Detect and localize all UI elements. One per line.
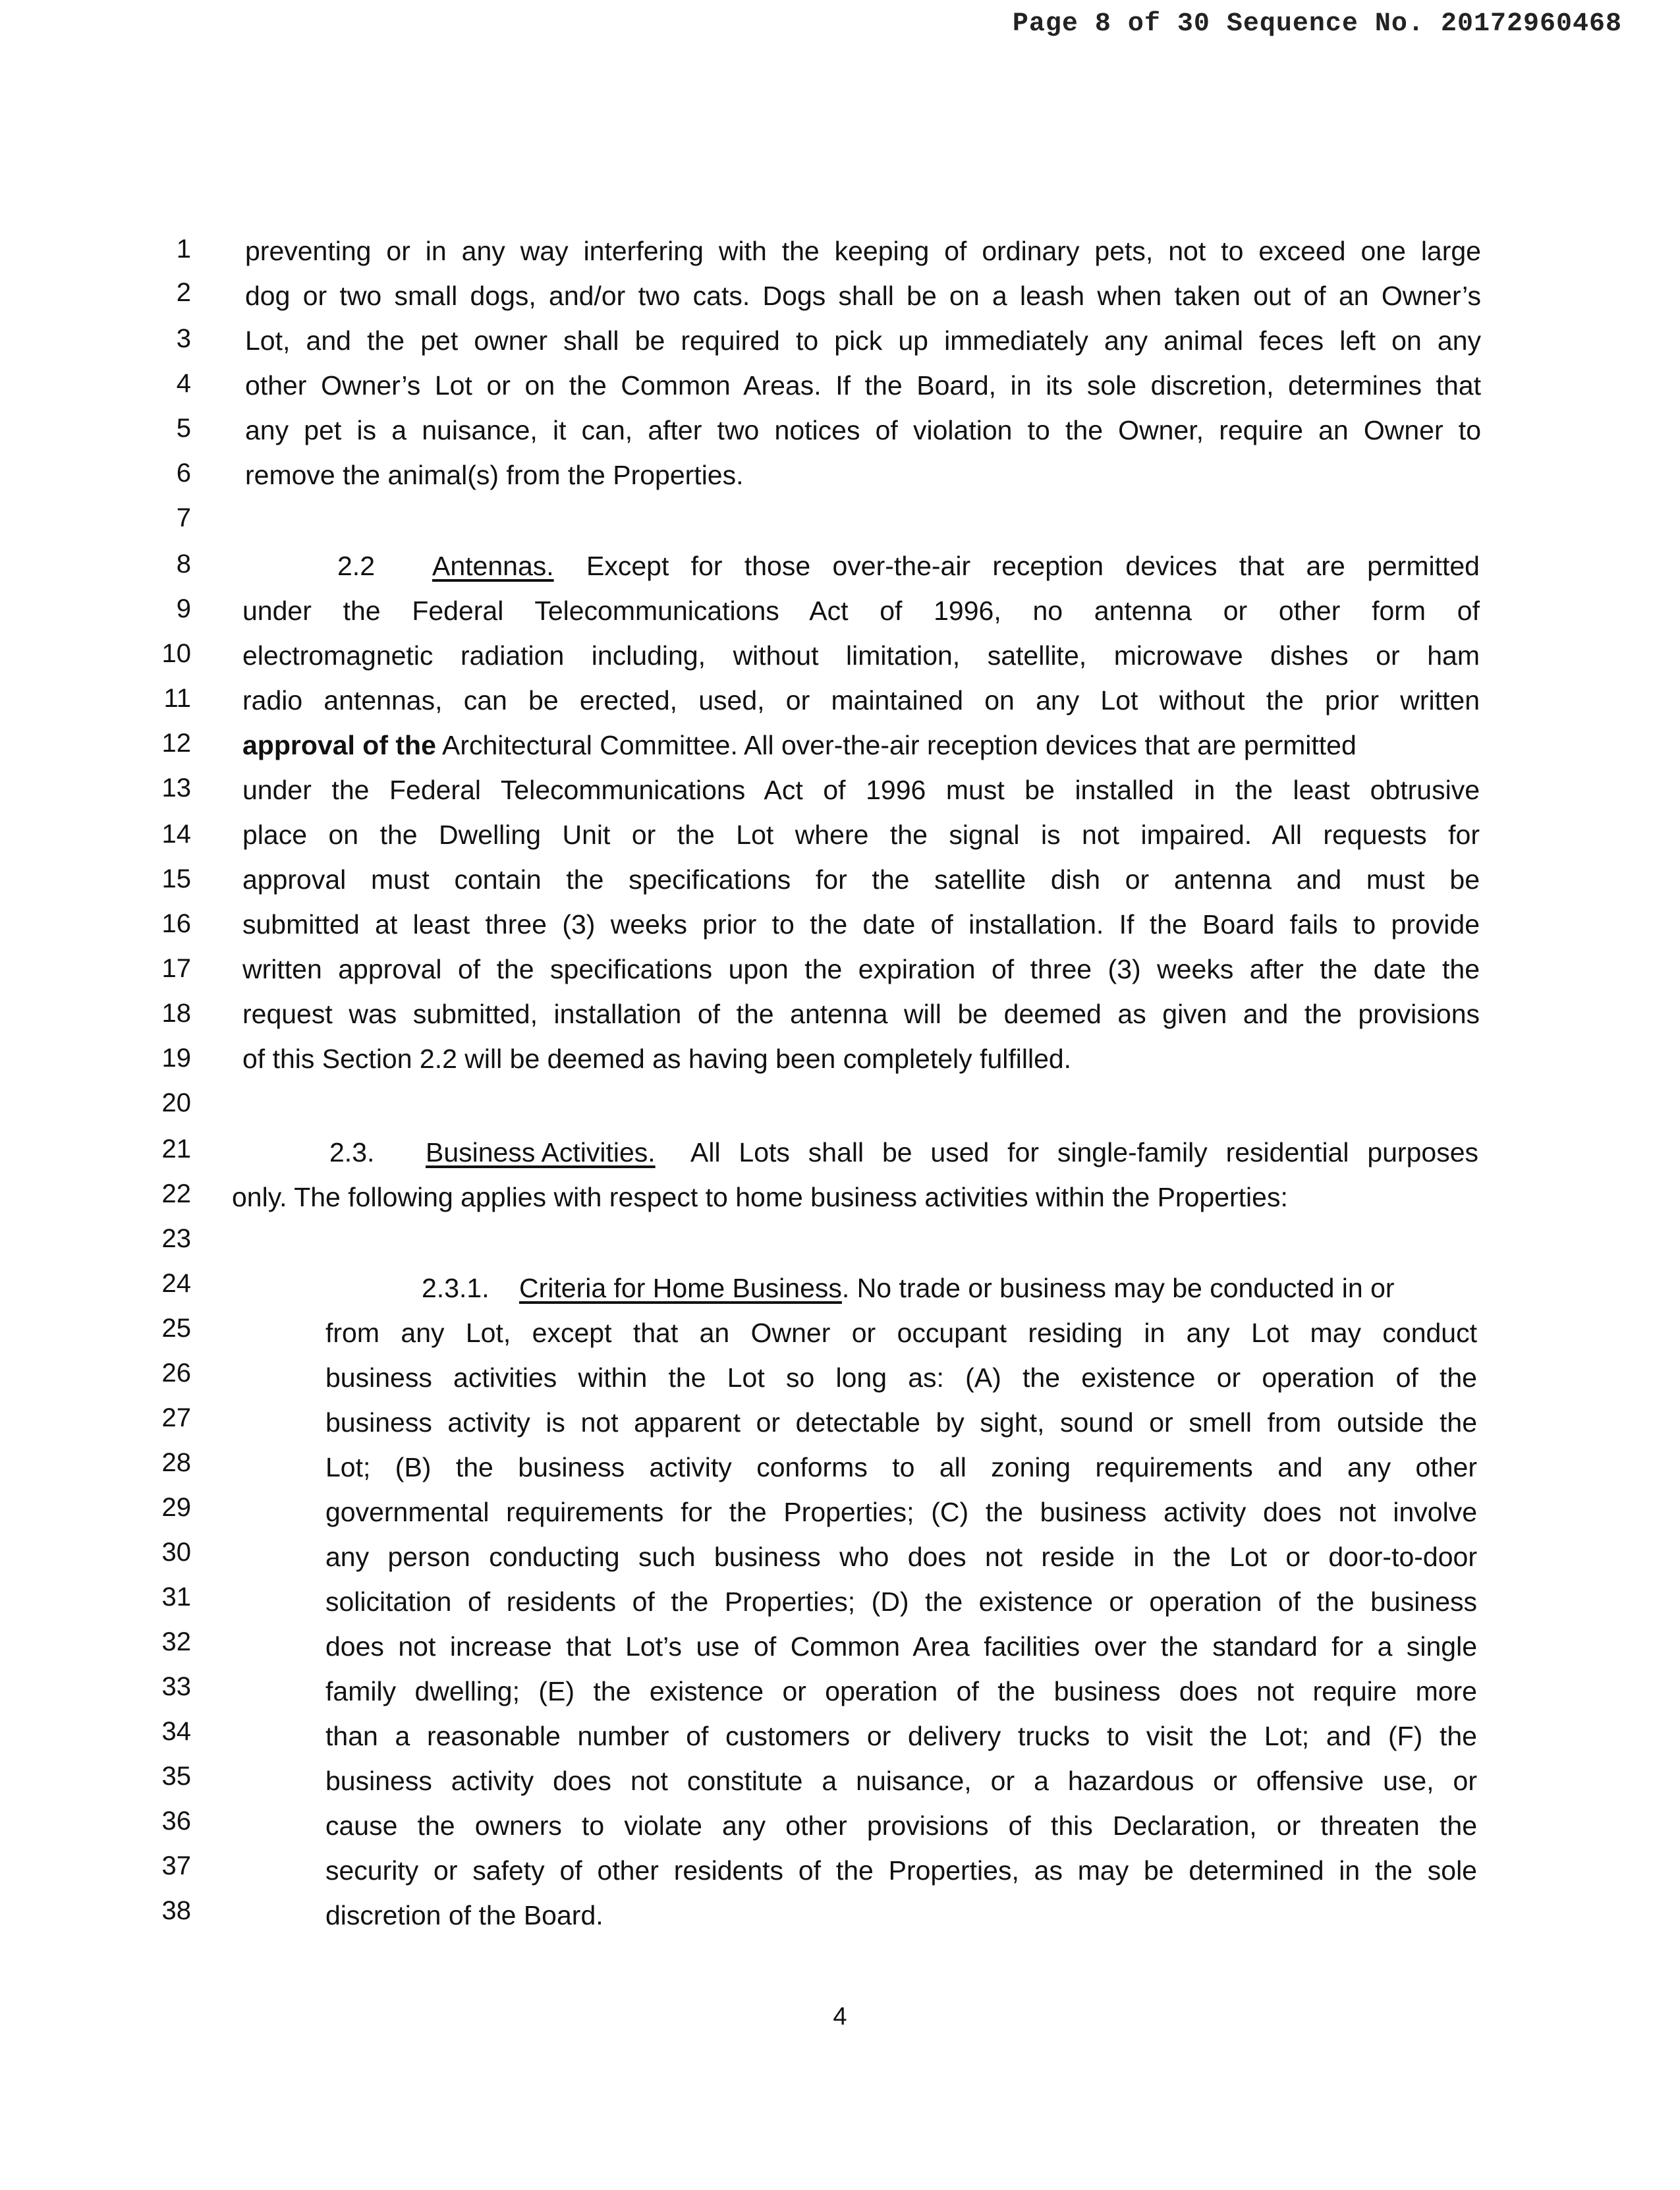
section-heading: Criteria for Home Business [519, 1273, 842, 1303]
line-number: 9 [176, 594, 191, 623]
text-line [519, 1274, 1477, 1302]
text-line: electromagnetic radiation including, without limitation, satellite, microwave dishes or ham [242, 640, 1480, 671]
text-line: governmental requirements for the Properties; (C) the business activity does not involve [325, 1497, 1477, 1527]
text-line: other Owner’s Lot or on the Common Areas. If the Board, in its sole discretion, determines that [245, 370, 1481, 401]
text-line: preventing or in any way interfering with the keeping of ordinary pets, not to exceed one large [245, 236, 1481, 266]
text-span: . No trade or business may be conducted in or [841, 1273, 1395, 1303]
text-line: under the Federal Telecommunications Act of 1996, no antenna or other form of [242, 596, 1480, 626]
line-number: 20 [161, 1088, 191, 1117]
text-line: under the Federal Telecommunications Act of 1996 must be installed in the least obtrusive [242, 775, 1480, 805]
line-number: 32 [161, 1627, 191, 1656]
text-line: only. The following applies with respect to home business activities within the Properties: [232, 1182, 1288, 1212]
line-number: 17 [161, 954, 191, 983]
section-number: 2.3. [329, 1137, 375, 1167]
line-number: 22 [161, 1179, 191, 1208]
section-number: 2.2 [337, 551, 375, 581]
line-number: 16 [161, 909, 191, 938]
line-number: 23 [161, 1224, 191, 1253]
line-number: 6 [176, 459, 191, 488]
text-line: request was submitted, installation of the antenna will be deemed as given and the provisions [242, 999, 1480, 1029]
line-number: 1 [176, 235, 191, 264]
text-line: submitted at least three (3) weeks prior to the date of installation. If the Board fails to provide [242, 909, 1480, 940]
line-number: 34 [161, 1717, 191, 1746]
line-number: 33 [161, 1672, 191, 1701]
section-heading: Business Activities. [426, 1137, 656, 1167]
text-line: discretion of the Board. [325, 1900, 603, 1930]
line-number: 2 [176, 278, 191, 307]
line-number: 36 [161, 1807, 191, 1836]
line-number: 35 [161, 1762, 191, 1791]
line-number: 37 [161, 1851, 191, 1880]
text-line: business activity is not apparent or detectable by sight, sound or smell from outside the [325, 1407, 1477, 1438]
line-number: 5 [176, 414, 191, 443]
line-number: 3 [176, 324, 191, 353]
line-number: 26 [161, 1359, 191, 1388]
line-number: 14 [161, 820, 191, 849]
text-line: security or safety of other residents of the Properties, as may be determined in the sole [325, 1855, 1477, 1886]
line-number: 8 [176, 549, 191, 578]
section-number: 2.3.1. [422, 1273, 490, 1303]
line-number: 10 [161, 639, 191, 668]
text-line: any pet is a nuisance, it can, after two notices of violation to the Owner, require an Owner to [245, 415, 1481, 445]
text-span: Architectural Committee. All over-the-air reception devices that are permitted [435, 730, 1357, 760]
text-line: radio antennas, can be erected, used, or maintained on any Lot without the prior written [242, 685, 1480, 716]
text-line: from any Lot, except that an Owner or occupant residing in any Lot may conduct [325, 1318, 1477, 1348]
line-number: 29 [161, 1493, 191, 1522]
line-number: 15 [161, 864, 191, 893]
text-line: All Lots shall be used for single-family residential purposes [690, 1137, 1478, 1167]
text-line: any person conducting such business who does not reside in the Lot or door-to-door [325, 1542, 1477, 1572]
bold-text: approval of the [242, 730, 436, 760]
text-line: of this Section 2.2 will be deemed as having been completely fulfilled. [242, 1044, 1072, 1074]
text-line: place on the Dwelling Unit or the Lot where the signal is not impaired. All requests for [242, 820, 1480, 850]
line-number: 38 [161, 1896, 191, 1925]
text-line: does not increase that Lot’s use of Common Area facilities over the standard for a single [325, 1631, 1477, 1662]
text-line: family dwelling; (E) the existence or operation of the business does not require more [325, 1676, 1477, 1706]
line-number: 21 [161, 1135, 191, 1164]
text-line: Lot; (B) the business activity conforms to all zoning requirements and any other [325, 1452, 1477, 1482]
line-number: 11 [163, 684, 191, 713]
line-number: 13 [161, 773, 191, 802]
text-line: written approval of the specifications upon the expiration of three (3) weeks after the date the [242, 954, 1480, 984]
text-line: dog or two small dogs, and/or two cats. Dogs shall be on a leash when taken out of an Owner’s [245, 281, 1481, 311]
line-number: 30 [161, 1538, 191, 1567]
text-line [242, 731, 1480, 759]
page-number: 4 [833, 2003, 847, 2031]
line-number: 27 [161, 1403, 191, 1432]
text-line: solicitation of residents of the Properties; (D) the existence or operation of the business [325, 1586, 1477, 1617]
text-line: Except for those over-the-air reception devices that are permitted [586, 551, 1480, 581]
line-number: 31 [161, 1583, 191, 1612]
line-number: 24 [161, 1269, 191, 1298]
line-number: 7 [176, 503, 191, 532]
text-line: than a reasonable number of customers or delivery trucks to visit the Lot; and (F) the [325, 1721, 1477, 1751]
text-line: cause the owners to violate any other provisions of this Declaration, or threaten the [325, 1811, 1477, 1841]
text-line: business activity does not constitute a nuisance, or a hazardous or offensive use, or [325, 1766, 1477, 1796]
line-number: 18 [161, 999, 191, 1028]
text-line: business activities within the Lot so long as: (A) the existence or operation of the [325, 1362, 1477, 1393]
line-number: 28 [161, 1448, 191, 1477]
line-number: 19 [161, 1044, 191, 1073]
line-number: 25 [161, 1314, 191, 1343]
line-number: 12 [161, 729, 191, 758]
page-header: Page 8 of 30 Sequence No. 20172960468 [1012, 9, 1622, 39]
text-line: remove the animal(s) from the Properties. [245, 460, 744, 490]
line-number: 4 [176, 369, 191, 398]
text-line: Lot, and the pet owner shall be required to pick up immediately any animal feces left on any [245, 325, 1481, 356]
section-heading: Antennas. [432, 551, 554, 581]
text-line: approval must contain the specifications for the satellite dish or antenna and must be [242, 864, 1480, 895]
